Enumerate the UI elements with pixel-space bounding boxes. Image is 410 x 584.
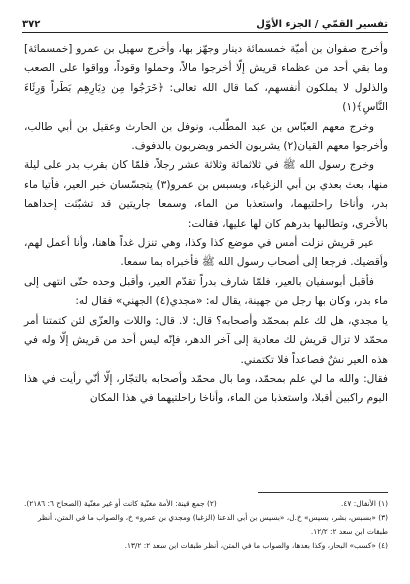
page-header [22,12,388,30]
footnote: (٤) «كسب» البحار، وكذا بعدها، والصواب ما في المتن، أنظر طبقات ابن سعد ٢: ١٣/٢. [124,541,388,550]
paragraph: وخرج معهم العبّاس بن عبد المطّلب، ونوفل بن الحارث وعقيل بن أبي طالب، وأخرجوا معهم القيان(٢) يشربون الخمر ويضربون بالدفوف. [24,120,388,153]
paragraph: فقال: والله ما لي علم بمحمّد، وما بال محمّد وأصحابه بالتجّار، إلّا أنّي رأيت في هذا اليوم راكبين أقبلا، واستعذبا من الماء، وأناخا راحلتيهما في هذا المكان [24,372,388,405]
paragraph: يا مجدي، هل لك علم بمحمّد وأصحابه؟ قال: لا. قال: واللات والعزّى لئن كتمتنا أمر محمّد لا تزال قريش لك معادية إلى آخر الدهر، فإنّه ليس أحد من قريش إلّا وله في هذه العير نشٌ فصاعداً فلا تكتمني. [24,314,388,366]
footnote: (٢) جمع قينة: الأمة مغنّية كانت أو غير مغنّية (الصحاح ٦: ٢١٨٦). [24,499,217,508]
footnote: (١) الأنفال: ٤٧. [341,499,388,508]
paragraph: وخرج رسول الله ﷺ في ثلاثمائة وثلاثة عشر رجلاً، فلمّا كان بقرب بدر على ليلة منها، بعث بعدي بن أبي الزغباء، وبسبس بن عمرو(٣) يتجسّسان خبر العير، فأتيا ماء بدر، وأناخا راحلتيهما، واستعذبا من الماء، وسمعا جاريتين قد تشبّثت إحداهما بالأخرى، وتطالبها بدرهم كان لها عليها، فقالت: [24,159,388,230]
paragraph: وأخرج صفوان بن أميّة خمسمائة دينار وجهّز بها، وأخرج سهيل بن عمرو [خمسمائة] وما بقي أحد من عظماء قريش إلّا أخرجوا مالاً، وحملوا وقوداً، وواقوا على الصعب والذلول لا يملكون أنفسهم، كما قال الله تعالى: ﴿خَرَجُوا مِن دِيَارِهِم بَطَراً وَرِئَاءَ النَّاسِ﴾(١) [24,43,388,114]
main-text [24,40,388,409]
page-number: ٣٧٢ [22,19,41,30]
footnote-divider [258,492,388,493]
header-divider [22,32,388,33]
footnotes [24,497,388,553]
paragraph: عير قريش نزلت أمس في موضع كذا وكذا، وهي تنزل غداً هاهنا، وأنا أعمل لهم، وأقضيك. فرجعا إلى أصحاب رسول الله ﷺ فأخبراه بما سمعا. [24,237,388,269]
footnote-row [24,497,388,511]
running-title: تفسير القمّي / الجزء الأوّل [256,19,388,30]
paragraph: فأقبل أبوسفيان بالعير، فلمّا شارف بدراً تقدّم العير، وأقبل وحده حتّى انتهى إلى ماء بدر، وكان بها رجل من جهينة، يقال له: «مجدي(٤) الجهني» فقال له: [24,275,388,308]
footnote: (٣) «بسبس، بشر، بسيس» خ.ل، «بسيس بن أبي الدعنا (الزغبا) ومجدي بن عمرو» خ، والصواب ما في المتن، أنظر طبقات ابن سعد ٢: ١٢/٢. [37,513,388,536]
